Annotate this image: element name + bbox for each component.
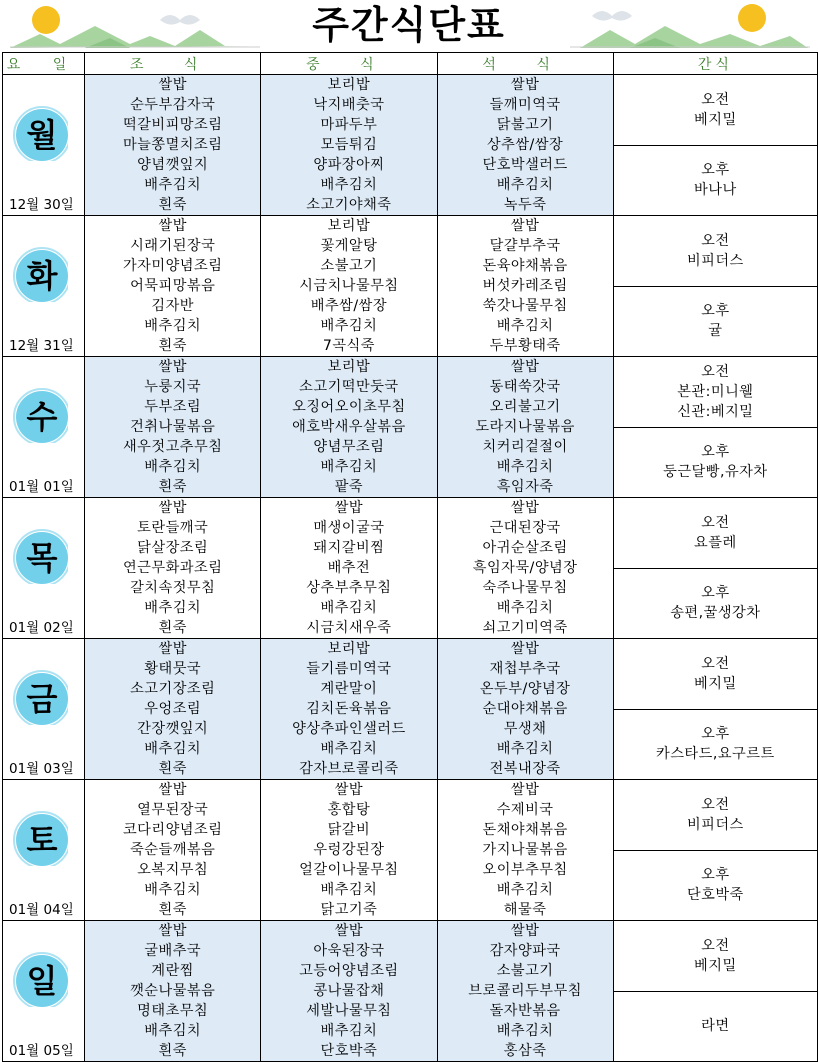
menu-item: 갈치속젓무침: [130, 580, 216, 596]
day-row: [3, 639, 818, 710]
day-cell: [3, 921, 85, 1062]
menu-item: 쑥갓나물무침: [482, 298, 568, 314]
menu-item: 배추김치: [496, 741, 554, 757]
snack-am-cell: [613, 498, 817, 569]
menu-item: 돼지갈비찜: [313, 540, 385, 556]
snack-time-label: 오후: [701, 162, 730, 179]
snack-item: 둥근달빵,유자차: [663, 464, 768, 481]
menu-item: 양념무조림: [313, 439, 385, 455]
menu-item: 흑임자죽: [496, 479, 554, 495]
snack-time-label: 오전: [701, 796, 730, 813]
snack-item: 본관:미니웰: [677, 383, 754, 400]
menu-item: 쌀밥: [158, 923, 187, 939]
menu-item: 연근무화과조림: [122, 560, 223, 576]
lunch-cell: [261, 216, 437, 357]
menu-item: 애호박새우살볶음: [292, 419, 406, 435]
snack-am-cell: [613, 75, 817, 146]
menu-item: 배추김치: [320, 600, 378, 616]
menu-item: 아욱된장국: [313, 943, 385, 959]
menu-item: 무생채: [503, 721, 547, 737]
snack-pm-cell: [613, 850, 817, 921]
menu-item: 명태초무침: [137, 1003, 209, 1019]
breakfast-cell: [85, 921, 261, 1062]
menu-item: 모듬튀김: [320, 137, 378, 153]
menu-item: 쌀밥: [158, 77, 187, 93]
menu-item: 양념깻잎지: [137, 157, 209, 173]
menu-item: 가자미양념조림: [122, 258, 223, 274]
snack-am-cell: [613, 357, 817, 428]
menu-item: 7곡식죽: [322, 338, 375, 354]
breakfast-cell: [85, 639, 261, 780]
snack-time-label: 오전: [701, 91, 730, 108]
menu-item: 우렁강된장: [313, 842, 385, 858]
menu-item: 흰죽: [158, 197, 187, 213]
menu-item: 마늘쫑멸치조림: [122, 137, 223, 153]
menu-item: 두부황태죽: [489, 338, 561, 354]
snack-time-label: 오후: [701, 867, 730, 884]
header-row: [3, 53, 818, 75]
menu-item: 오복지무침: [137, 862, 209, 878]
snack-item: 비피더스: [686, 816, 744, 833]
menu-item: 감자양파국: [489, 943, 561, 959]
snack-pm-cell: [613, 286, 817, 357]
menu-item: 쌀밥: [510, 218, 540, 234]
menu-item: 배추김치: [496, 600, 554, 616]
day-cell: [3, 357, 85, 498]
menu-item: 재첩부추국: [489, 661, 561, 677]
header-lunch: 중 식: [261, 53, 437, 75]
snack-item: 귤: [708, 323, 723, 340]
menu-item: 보리밥: [327, 359, 371, 375]
menu-item: 닭살장조림: [137, 540, 209, 556]
menu-item: 꽃게알탕: [320, 238, 378, 254]
menu-item: 닭고기죽: [320, 902, 378, 918]
snack-am-cell: [613, 216, 817, 287]
menu-item: 배추김치: [320, 459, 378, 475]
menu-item: 마파두부: [320, 117, 378, 133]
menu-item: 흰죽: [158, 902, 187, 918]
dinner-cell: [437, 216, 613, 357]
snack-am-cell: [613, 639, 817, 710]
menu-item: 굴배추국: [144, 943, 202, 959]
day-cell: [3, 216, 85, 357]
menu-item: 홍삼죽: [503, 1043, 547, 1059]
menu-item: 치커리겉절이: [482, 439, 568, 455]
menu-item: 달걀부추국: [489, 238, 561, 254]
menu-item: 단호박샐러드: [482, 157, 568, 173]
day-date: 12월 30일: [9, 197, 74, 213]
menu-item: 돈채야채볶음: [482, 822, 568, 838]
menu-item: 배추김치: [144, 459, 202, 475]
menu-item: 배추김치: [496, 882, 554, 898]
menu-item: 콩나물잡채: [313, 983, 385, 999]
menu-item: 쌀밥: [510, 923, 540, 939]
snack-item: 카스타드,요구르트: [656, 746, 775, 763]
menu-item: 배추김치: [144, 600, 202, 616]
menu-item: 배추김치: [320, 318, 378, 334]
menu-item: 간장깻잎지: [137, 721, 209, 737]
snack-item: 요플레: [694, 534, 737, 551]
menu-item: 오리불고기: [489, 399, 561, 415]
page-title: 주간식단표: [312, 3, 506, 47]
day-date: 12월 31일: [9, 338, 74, 354]
menu-item: 가지나물볶음: [482, 842, 568, 858]
snack-time-label: 오후: [701, 444, 730, 461]
menu-item: 돈육야채볶음: [482, 258, 568, 274]
snack-time-label: 오후: [701, 585, 730, 602]
menu-item: 수제비국: [496, 802, 554, 818]
menu-item: 떡갈비피망조림: [122, 117, 223, 133]
snack-time-label: 오후: [701, 726, 730, 743]
menu-item: 소고기장조림: [130, 681, 216, 697]
menu-item: 쌀밥: [510, 782, 540, 798]
dinner-cell: [437, 921, 613, 1062]
menu-item: 쌀밥: [334, 782, 364, 798]
lunch-cell: [261, 357, 437, 498]
header-dinner: 석 식: [437, 53, 613, 75]
menu-item: 쌀밥: [510, 359, 540, 375]
menu-item: 고등어양념조림: [299, 963, 399, 979]
menu-item: 어묵피망볶음: [130, 278, 216, 294]
menu-item: 김치돈육볶음: [306, 701, 392, 717]
day-row: [3, 75, 818, 146]
menu-item: 양상추파인샐러드: [292, 721, 406, 737]
menu-item: 시금치새우죽: [306, 620, 392, 636]
menu-item: 코다리양념조림: [122, 822, 223, 838]
menu-item: 배추김치: [320, 882, 378, 898]
menu-item: 보리밥: [327, 218, 371, 234]
menu-item: 감자브로콜리죽: [299, 761, 399, 777]
menu-item: 홍합탕: [327, 802, 371, 818]
day-date: 01월 03일: [9, 761, 74, 777]
day-label: 월: [26, 116, 58, 154]
menu-item: 쌀밥: [510, 500, 540, 516]
menu-item: 낙지배춧국: [313, 97, 385, 113]
menu-item: 온두부/양념장: [479, 681, 571, 697]
day-row: [3, 357, 818, 428]
snack-item: 송편,꿀생강차: [670, 605, 761, 622]
snack-item: 단호박죽: [686, 887, 744, 904]
day-date: 01월 01일: [9, 479, 74, 495]
menu-item: 소고기떡만둣국: [299, 379, 399, 395]
day-label: 토: [26, 821, 58, 859]
menu-table: [2, 52, 818, 1062]
menu-item: 오징어오이초무침: [292, 399, 406, 415]
day-label: 일: [26, 962, 58, 1000]
menu-item: 해물죽: [503, 902, 547, 918]
menu-item: 배추김치: [496, 1023, 554, 1039]
menu-item: 토란들깨국: [137, 520, 209, 536]
snack-item: 비피더스: [686, 252, 744, 269]
menu-item: 세발나물무침: [306, 1003, 392, 1019]
lunch-cell: [261, 780, 437, 921]
day-label: 목: [26, 539, 58, 577]
menu-item: 배추김치: [320, 741, 378, 757]
menu-item: 얼갈이나물무침: [299, 862, 399, 878]
snack-time-label: 오전: [701, 655, 730, 672]
snack-pm-cell: [613, 991, 817, 1062]
snack-time-label: 오전: [701, 363, 730, 380]
menu-item: 브로콜리두부무침: [468, 983, 582, 999]
snack-item: 라면: [701, 1018, 730, 1035]
day-label: 수: [26, 398, 58, 436]
menu-item: 배추김치: [144, 741, 202, 757]
menu-item: 쌀밥: [158, 500, 187, 516]
dinner-cell: [437, 639, 613, 780]
menu-item: 상추쌈/쌈장: [486, 137, 564, 153]
menu-item: 도라지나물볶음: [475, 419, 575, 435]
menu-item: 김자반: [151, 298, 194, 314]
menu-item: 배추김치: [144, 882, 202, 898]
menu-item: 흰죽: [158, 1043, 187, 1059]
breakfast-cell: [85, 498, 261, 639]
dinner-cell: [437, 498, 613, 639]
snack-am-cell: [613, 921, 817, 992]
dinner-cell: [437, 75, 613, 216]
menu-item: 열무된장국: [137, 802, 209, 818]
menu-item: 양파장아찌: [313, 157, 385, 173]
menu-item: 두부조림: [144, 399, 202, 415]
menu-item: 흰죽: [158, 479, 187, 495]
menu-item: 누룽지국: [144, 379, 202, 395]
snack-pm-cell: [613, 709, 817, 780]
day-label: 화: [26, 257, 58, 295]
dinner-cell: [437, 357, 613, 498]
day-date: 01월 05일: [9, 1043, 74, 1059]
day-row: [3, 921, 818, 992]
day-date: 01월 04일: [9, 902, 74, 918]
title-banner: [0, 0, 818, 52]
menu-item: 녹두죽: [503, 197, 547, 213]
snack-item: 베지밀: [694, 111, 737, 128]
menu-item: 죽순들깨볶음: [130, 842, 216, 858]
snack-item: 바나나: [694, 182, 737, 199]
menu-item: 흑임자묵/양념장: [472, 560, 578, 576]
lunch-cell: [261, 921, 437, 1062]
snack-time-label: 오전: [701, 937, 730, 954]
snack-item: 신관:베지밀: [677, 403, 754, 420]
menu-item: 새우젓고추무침: [122, 439, 223, 455]
menu-item: 순두부감자국: [130, 97, 216, 113]
menu-item: 소불고기: [320, 258, 378, 274]
lunch-cell: [261, 498, 437, 639]
menu-item: 쌀밥: [158, 641, 187, 657]
menu-item: 들기름미역국: [306, 661, 392, 677]
snack-item: 베지밀: [694, 957, 737, 974]
menu-item: 상추부추무침: [306, 580, 392, 596]
header-day: 요 일: [3, 53, 85, 75]
menu-item: 배추전: [327, 560, 371, 576]
menu-item: 숙주나물무침: [482, 580, 568, 596]
menu-item: 닭갈비: [327, 822, 371, 838]
menu-item: 계란말이: [320, 681, 378, 697]
menu-item: 배추김치: [496, 177, 554, 193]
day-row: [3, 498, 818, 569]
menu-item: 단호박죽: [320, 1043, 378, 1059]
snack-am-cell: [613, 780, 817, 851]
menu-item: 쇠고기미역죽: [482, 620, 568, 636]
menu-item: 보리밥: [327, 641, 371, 657]
day-date: 01월 02일: [9, 620, 74, 636]
snack-time-label: 오전: [701, 514, 730, 531]
day-cell: [3, 75, 85, 216]
menu-item: 아귀순살조림: [482, 540, 568, 556]
menu-item: 보리밥: [327, 77, 371, 93]
menu-item: 쌀밥: [510, 641, 540, 657]
snack-item: 베지밀: [694, 675, 737, 692]
menu-item: 황태뭇국: [144, 661, 202, 677]
menu-item: 배추김치: [496, 318, 554, 334]
menu-item: 우엉조림: [144, 701, 202, 717]
menu-item: 흰죽: [158, 761, 187, 777]
day-row: [3, 216, 818, 287]
menu-item: 팥죽: [334, 479, 364, 495]
menu-item: 흰죽: [158, 338, 187, 354]
breakfast-cell: [85, 357, 261, 498]
menu-item: 흰죽: [158, 620, 187, 636]
menu-item: 배추김치: [496, 459, 554, 475]
menu-item: 돌자반볶음: [489, 1003, 561, 1019]
menu-item: 시금치나물무침: [299, 278, 399, 294]
menu-item: 쌀밥: [158, 218, 187, 234]
menu-item: 배추김치: [320, 1023, 378, 1039]
snack-pm-cell: [613, 145, 817, 216]
lunch-cell: [261, 75, 437, 216]
dinner-cell: [437, 780, 613, 921]
menu-item: 시래기된장국: [130, 238, 216, 254]
menu-item: 순대야채볶음: [482, 701, 568, 717]
menu-item: 닭불고기: [496, 117, 554, 133]
menu-item: 계란찜: [151, 963, 194, 979]
menu-item: 오이부추무침: [482, 862, 568, 878]
menu-item: 들깨미역국: [489, 97, 561, 113]
menu-item: 근대된장국: [489, 520, 561, 536]
menu-item: 쌀밥: [158, 359, 187, 375]
header-breakfast: 조 식: [85, 53, 261, 75]
menu-item: 매생이굴국: [313, 520, 385, 536]
menu-item: 배추김치: [320, 177, 378, 193]
menu-item: 깻순나물볶음: [130, 983, 216, 999]
header-snack: 간식: [613, 53, 817, 75]
menu-item: 버섯카레조림: [482, 278, 568, 294]
snack-pm-cell: [613, 568, 817, 639]
menu-item: 동태쑥갓국: [489, 379, 561, 395]
breakfast-cell: [85, 780, 261, 921]
menu-item: 배추김치: [144, 1023, 202, 1039]
day-row: [3, 780, 818, 851]
lunch-cell: [261, 639, 437, 780]
breakfast-cell: [85, 216, 261, 357]
menu-item: 소고기야채죽: [306, 197, 392, 213]
menu-item: 쌀밥: [334, 500, 364, 516]
menu-item: 배추쌈/쌈장: [310, 298, 388, 314]
menu-item: 소불고기: [496, 963, 554, 979]
day-cell: [3, 498, 85, 639]
menu-item: 배추김치: [144, 318, 202, 334]
menu-item: 쌀밥: [158, 782, 187, 798]
menu-item: 전복내장죽: [489, 761, 561, 777]
snack-pm-cell: [613, 427, 817, 498]
snack-time-label: 오후: [701, 303, 730, 320]
day-cell: [3, 639, 85, 780]
menu-item: 쌀밥: [334, 923, 364, 939]
menu-item: 배추김치: [144, 177, 202, 193]
menu-item: 건취나물볶음: [130, 419, 216, 435]
day-label: 금: [26, 680, 58, 718]
menu-item: 쌀밥: [510, 77, 540, 93]
breakfast-cell: [85, 75, 261, 216]
day-cell: [3, 780, 85, 921]
snack-time-label: 오전: [701, 232, 730, 249]
